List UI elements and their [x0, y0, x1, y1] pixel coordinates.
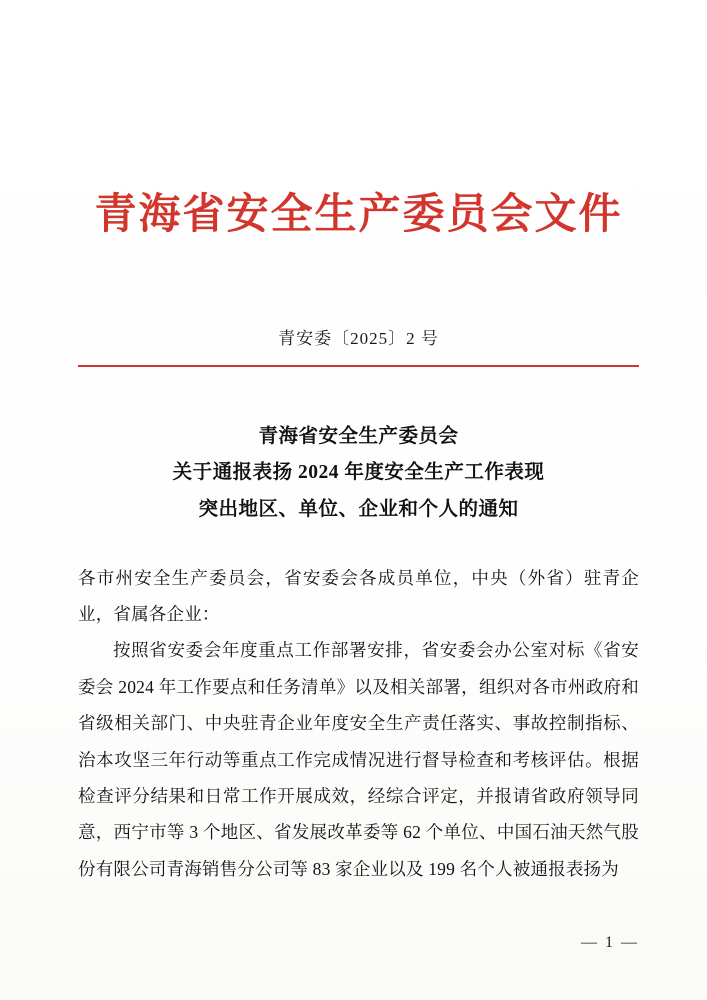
notice-heading-line-1: 青海省安全生产委员会 — [258, 426, 459, 448]
document-number: 青安委〔2025〕2 号 — [278, 329, 439, 349]
document-title: 青海省安全生产委员会文件 — [94, 192, 623, 238]
page-number-footer: — 1 — — [581, 934, 639, 951]
red-divider-rule — [78, 365, 639, 367]
body-paragraph-1: 按照省安委会年度重点工作部署安排，省安委会办公室对标《省安委会 2024 年工作要点和任务清单》以及相关部署，组织对各市州政府和省级相关部门、中央驻青企业年度安全生产责任落实、事故控制指标、治本攻坚三年行动等重点工作完成情况进行督导检查和考核评估。根据检查评分结果和日常工作开展成效，经综合评定，并报请省政府领导同意，西宁市等 3 个地区、省发展改革委等 62 个单位、中国石油天然气股份有限公司青海销售分公司等 83 家企业以及 199 名个人被通报表扬为 — [78, 640, 639, 879]
notice-body — [78, 560, 639, 888]
notice-heading-line-2: 关于通报表扬 2024 年度安全生产工作表现 — [172, 462, 545, 484]
notice-heading — [78, 419, 639, 527]
notice-heading-line-3: 突出地区、单位、企业和个人的通知 — [198, 498, 519, 520]
document-content — [78, 0, 639, 1000]
salutation-paragraph: 各市州安全生产委员会，省安委会各成员单位，中央（外省）驻青企业，省属各企业： — [78, 567, 639, 624]
